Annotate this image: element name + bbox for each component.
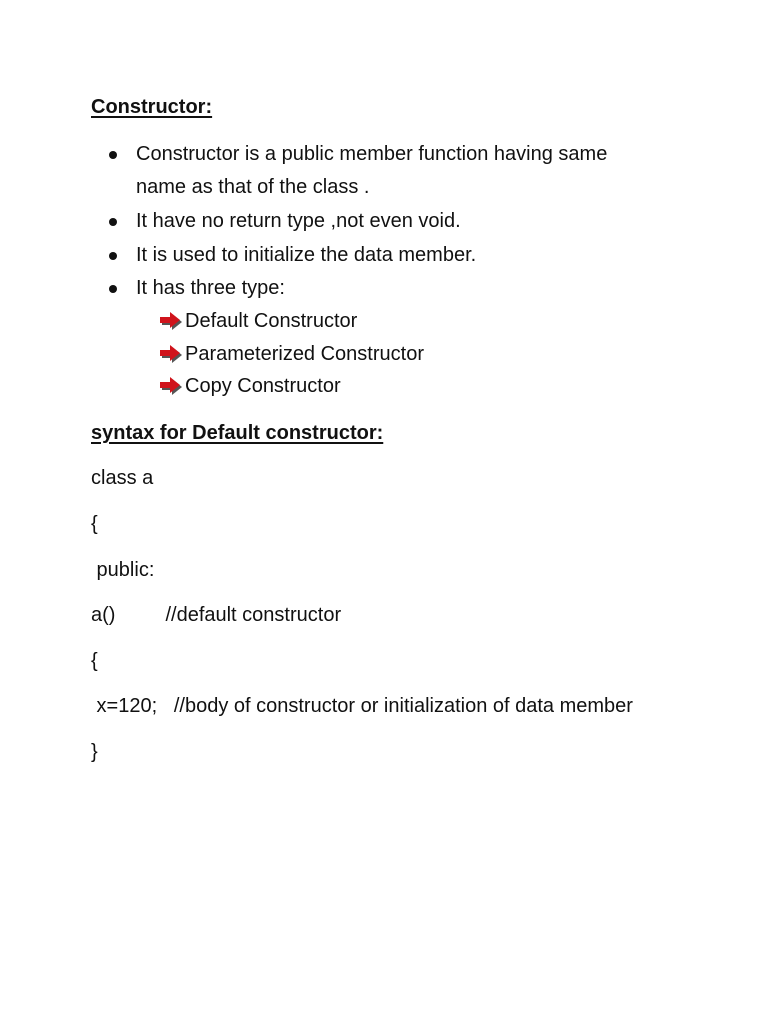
section-heading-constructor: Constructor: — [91, 96, 213, 118]
code-line: { — [91, 650, 98, 672]
bullet-dot-icon — [109, 285, 117, 293]
code-line: public: — [91, 559, 155, 581]
section-heading-syntax: syntax for Default constructor: — [91, 422, 384, 444]
bullet-text: Constructor is a public member function having same — [136, 143, 608, 165]
bullet-text: It has three type: — [136, 277, 285, 299]
bullet-text-continued: name as that of the class . — [136, 176, 370, 198]
bullet-text: It have no return type ,not even void. — [136, 210, 461, 232]
code-line: x=120; //body of constructor or initialization of data member — [91, 695, 633, 717]
red-arrow-icon — [160, 377, 184, 395]
red-arrow-icon — [160, 345, 184, 363]
bullet-dot-icon — [109, 252, 117, 260]
bullet-dot-icon — [109, 151, 117, 159]
code-line: { — [91, 513, 98, 535]
constructor-type-label: Default Constructor — [185, 310, 358, 332]
code-line: class a — [91, 467, 154, 489]
code-line: } — [91, 741, 98, 763]
bullet-text: It is used to initialize the data member. — [136, 244, 477, 266]
constructor-type-label: Parameterized Constructor — [185, 343, 424, 365]
red-arrow-icon — [160, 312, 184, 330]
bullet-dot-icon — [109, 218, 117, 226]
constructor-type-label: Copy Constructor — [185, 375, 341, 397]
code-line: a() //default constructor — [91, 604, 342, 626]
